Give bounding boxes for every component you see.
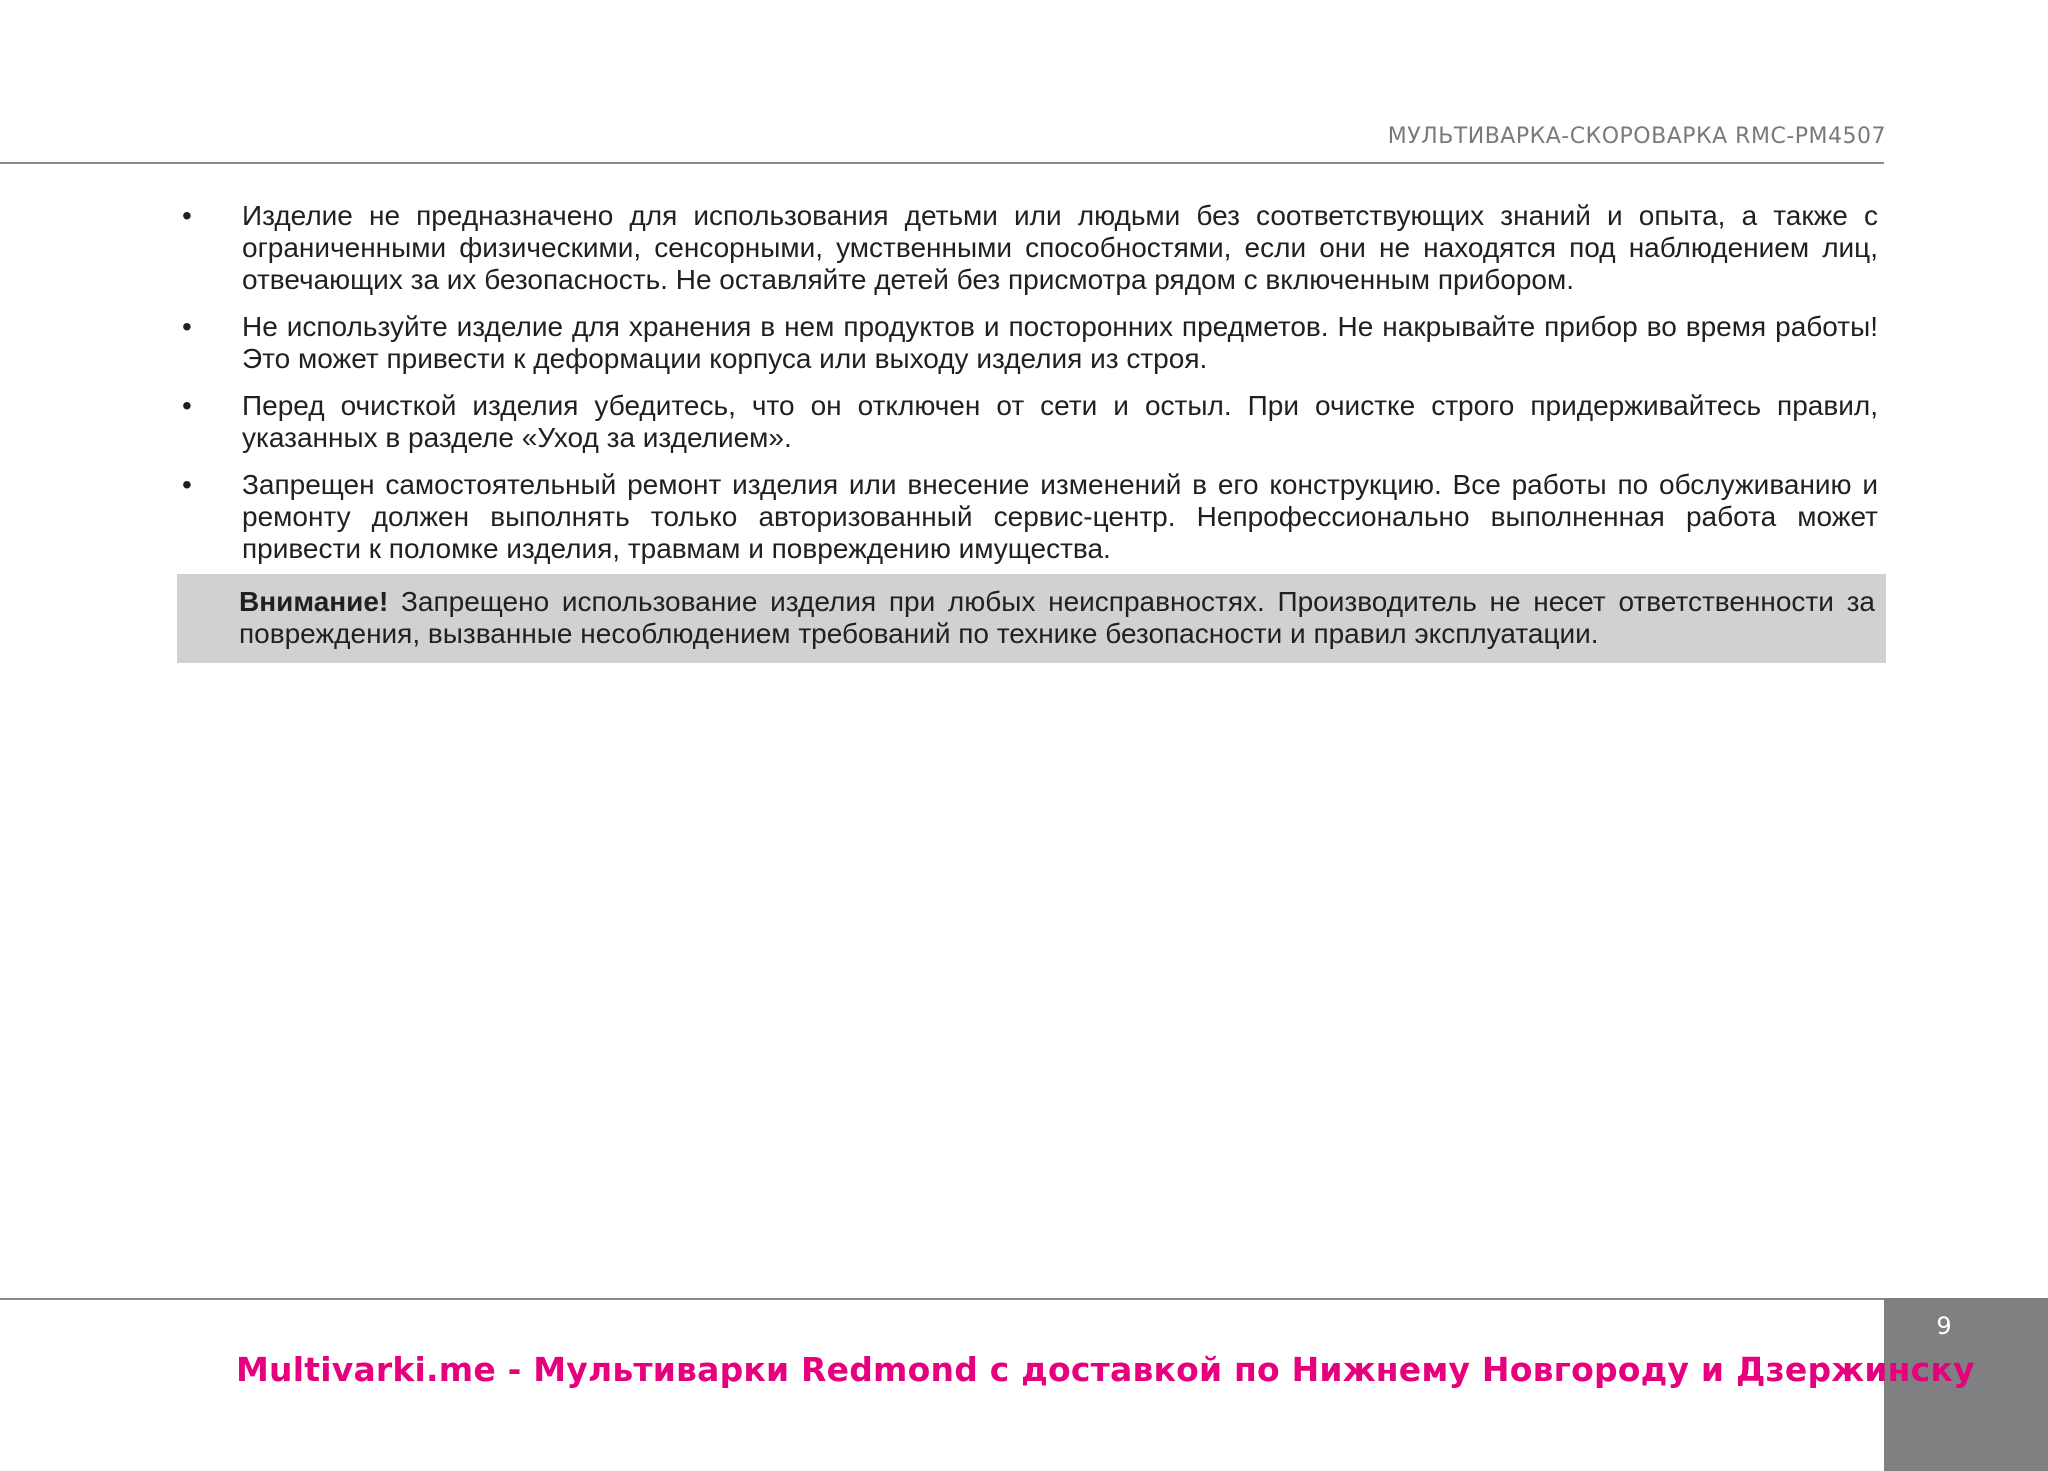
document-header-title: МУЛЬТИВАРКА-СКОРОВАРКА RMC-PM4507 bbox=[1387, 124, 1886, 149]
bullet-item bbox=[178, 200, 1878, 296]
bullet-text: Перед очисткой изделия убедитесь, что он отключен от сети и остыл. При очистке строго придерживайтесь правил, указанных в разделе «Уход за изделием». bbox=[242, 390, 1878, 453]
footer-divider bbox=[0, 1298, 1884, 1300]
header-divider bbox=[0, 162, 1884, 164]
warning-text: Запрещено использование изделия при любых неисправностях. Производитель не несет ответственности за повреждения, вызванные несоблюдением требований по технике безопасности и правил эксплуатации. bbox=[239, 586, 1875, 649]
page-number: 9 bbox=[1936, 1312, 1952, 1340]
bullet-text: Изделие не предназначено для использования детьми или людьми без соответствующих знаний и опыта, а также с ограниченными физическими, сенсорными, умственными способностями, если они не находятся под наблюдением лиц, отвечающих за их безопасность. Не оставляйте детей без присмотра рядом с включенным прибором. bbox=[242, 200, 1878, 295]
bullet-text: Запрещен самостоятельный ремонт изделия или внесение изменений в его конструкцию. Все работы по обслуживанию и ремонту должен выполнять только авторизованный сервис-центр. Непрофессионально выполненная работа может привести к поломке изделия, травмам и повреждению имущества. bbox=[242, 469, 1878, 564]
bullet-item bbox=[178, 469, 1878, 565]
bullet-marker: • bbox=[182, 311, 192, 342]
bullet-marker: • bbox=[182, 200, 192, 231]
warning-box bbox=[177, 574, 1886, 663]
bullet-marker: • bbox=[182, 390, 192, 421]
bullet-marker: • bbox=[182, 469, 192, 500]
bullet-text: Не используйте изделие для хранения в нем продуктов и посторонних предметов. Не накрывайте прибор во время работы! Это может привести к деформации корпуса или выходу изделия из строя. bbox=[242, 311, 1878, 374]
safety-bullet-list bbox=[178, 200, 1878, 580]
warning-label: Внимание! bbox=[239, 586, 389, 617]
warning-paragraph bbox=[239, 586, 1875, 650]
bullet-item bbox=[178, 390, 1878, 454]
bullet-item bbox=[178, 311, 1878, 375]
watermark-link[interactable]: Multivarki.me - Мультиварки Redmond с доставкой по Нижнему Новгороду и Дзержинску bbox=[236, 1350, 1975, 1389]
